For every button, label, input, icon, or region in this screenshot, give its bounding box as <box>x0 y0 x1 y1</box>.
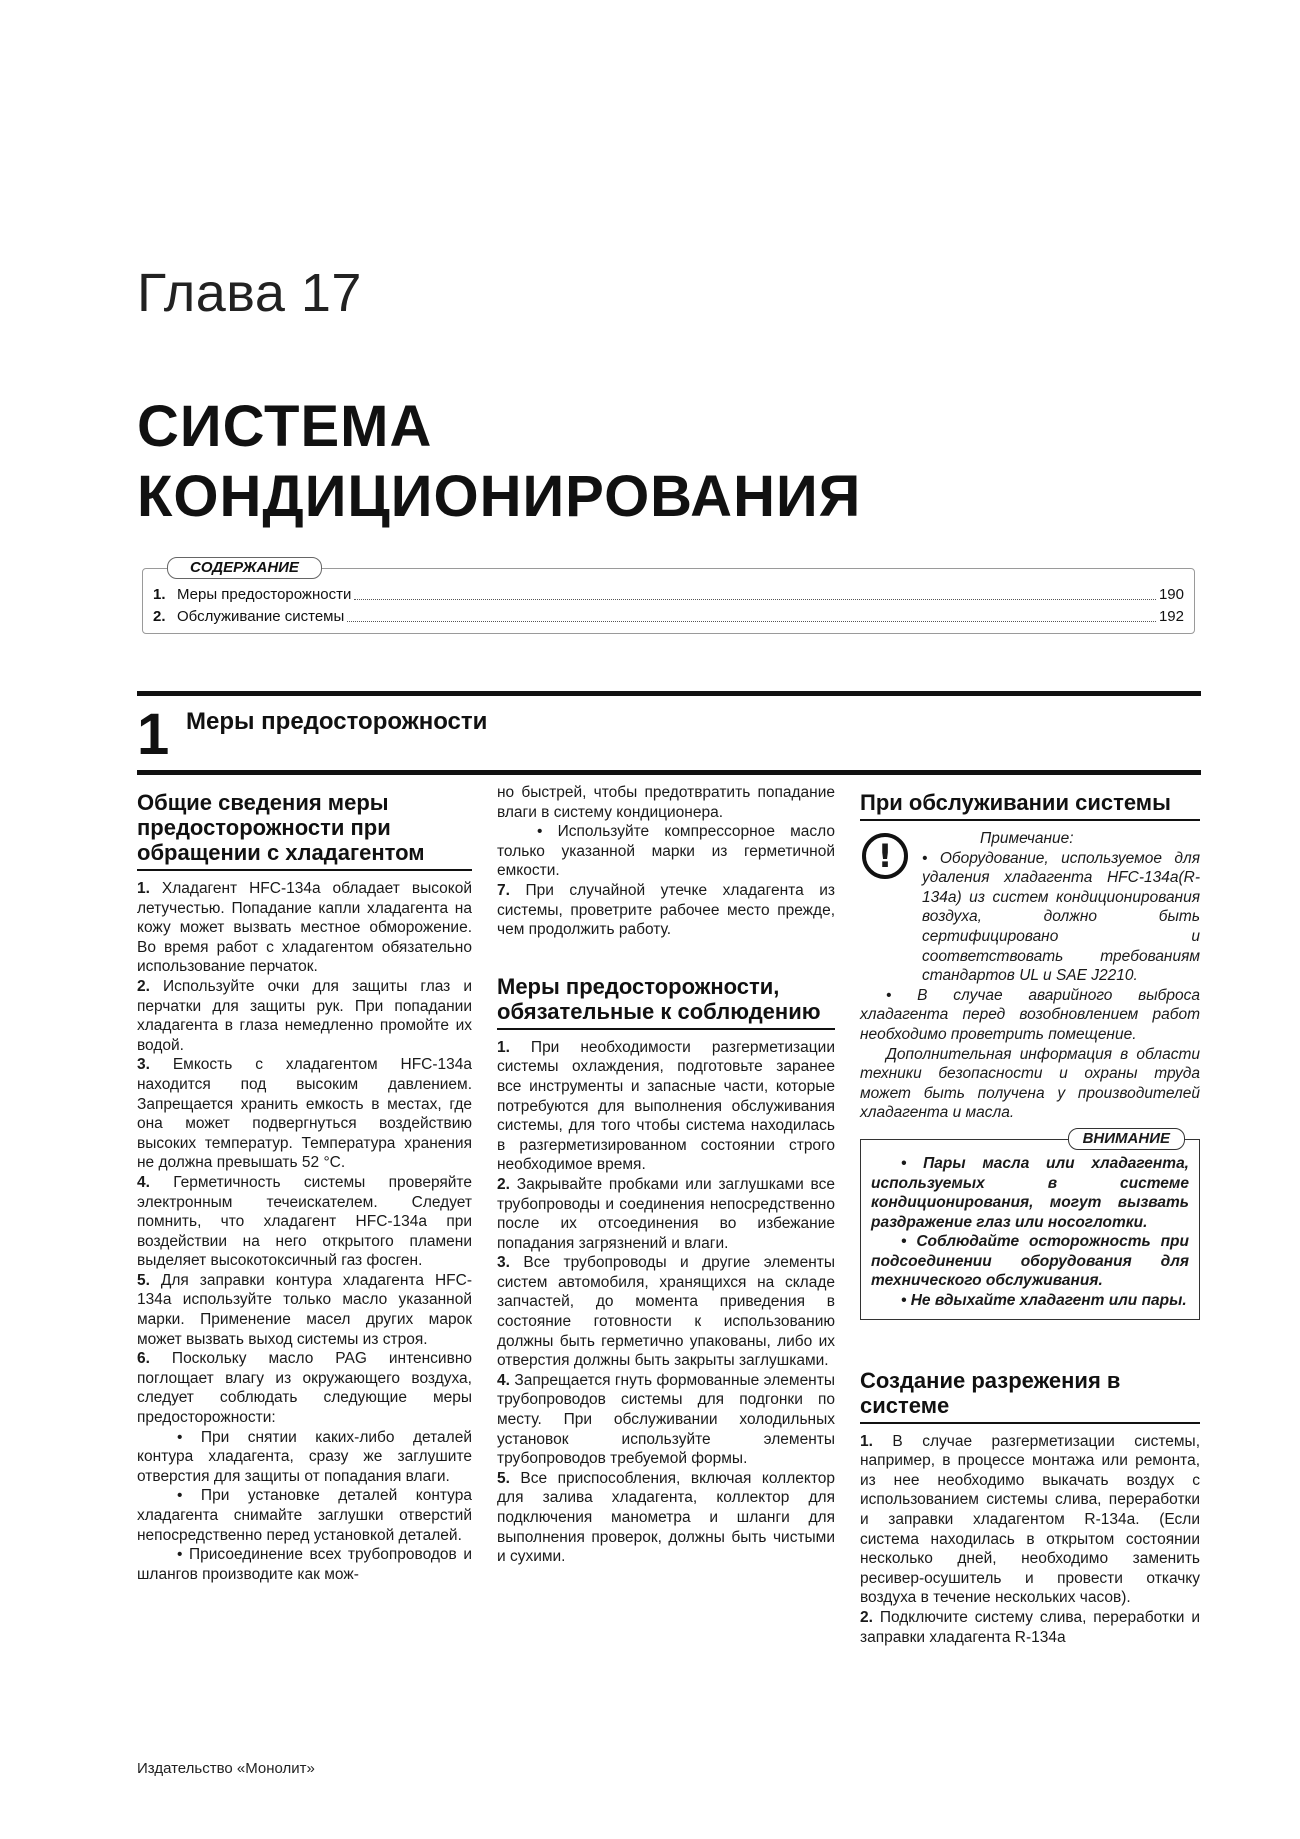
attention-item: • Пары масла или хладагента, используемых в системе кондиционирования, могут вызвать раздражение глаз или носоглотки. <box>871 1154 1189 1231</box>
paragraph: 3. Все трубопроводы и другие элементы систем автомобиля, хранящихся на складе запчастей, до момента приведения в состояние готовности к использованию должны быть герметично упакованы, либо их отверстия должны быть закрыты заглушками. <box>497 1254 835 1370</box>
paragraph: 2. Используйте очки для защиты глаз и перчатки для защиты рук. При попадании хладагента в глаза немедленно промойте их водой. <box>137 977 472 1054</box>
toc-leader <box>347 607 1156 622</box>
paragraph: 1. В случае разгерметизации системы, например, в процессе монтажа или ремонта, из нее необходимо выкачать воздух с использованием системы слива, переработки и заправки хладагентом R-134a. (Если система находилась в открытом состоянии несколько дней, необходимо заменить ресивер-осушитель и провести откачку воздуха в течение нескольких часов). <box>860 1432 1201 1607</box>
section-rule-bottom <box>137 770 1201 775</box>
table-of-contents <box>142 559 1195 634</box>
heading-rule <box>860 1422 1200 1424</box>
toc-item-page: 192 <box>1158 608 1184 625</box>
note-paragraph: Дополнительная информация в области техники безопасности и охраны труда может быть получена у производителей хладагента и масла. <box>860 1045 1200 1122</box>
bullet-item: • Присоединение всех трубопроводов и шлангов производите как мож- <box>137 1546 472 1583</box>
col1-heading: Общие сведения меры предосторожности при обращении с хладагентом <box>137 790 425 865</box>
attention-box <box>860 1129 1200 1320</box>
section-number: 1 <box>137 702 170 767</box>
bullet-item: • При установке деталей контура хладагента снимайте заглушки отверстий непосредственно перед установкой деталей. <box>137 1487 472 1544</box>
paragraph: 5. Для заправки контура хладагента HFC-134a используйте только масло указанной марки. Применение масел других марок может вызвать выход системы из строя. <box>137 1271 472 1348</box>
paragraph: 1. Хладагент HFC-134a обладает высокой летучестью. Попадание капли хладагента на кожу может вызвать местное обморожение. Во время работ с хладагентом обязательно использование перчаток. <box>137 880 472 976</box>
heading-rule <box>860 819 1200 821</box>
toc-item-label: Обслуживание системы <box>177 608 345 625</box>
note-paragraph: • Оборудование, используемое для удаления хладагента HFC-134a(R-134a) из систем кондиционирования воздуха, должно быть сертифицировано и соответствовать требованиям стандартов UL и SAE J2210. <box>922 849 1200 985</box>
bullet-item: • При снятии каких-либо деталей контура хладагента, сразу же заглушите отверстия для защиты от попадания влаги. <box>137 1428 472 1485</box>
paragraph: 3. Емкость с хладагентом HFC-134a находится под высоким давлением. Запрещается хранить емкость в местах, где она может подвергнуться воздействию высоких температур. Температура хранения не должна превышать 52 °С. <box>137 1056 472 1172</box>
paragraph: но быстрей, чтобы предотвратить попадание влаги в систему кондиционера. <box>497 784 835 821</box>
toc-leader <box>354 585 1156 600</box>
column-3 <box>860 790 1200 1647</box>
exclamation-icon: ! <box>862 833 908 879</box>
note-block <box>860 829 1200 1123</box>
paragraph: 1. При необходимости разгерметизации системы охлаждения, подготовьте заранее все инструменты и запасные части, которые потребуются для выполнения обслуживания системы, для того чтобы система находилась в разгерметизированном состоянии строго необходимое время. <box>497 1038 835 1174</box>
section-rule-top <box>137 691 1201 696</box>
heading-rule <box>497 1028 835 1030</box>
heading-rule <box>137 869 472 871</box>
page-title <box>137 392 861 532</box>
col3-heading: При обслуживании системы <box>860 790 1171 815</box>
paragraph: 5. Все приспособления, включая коллектор для залива хладагента, коллектор для подключения манометра и шланги для выполнения проверок, должны быть чистыми и сухими. <box>497 1469 835 1566</box>
paragraph: 6. Поскольку масло PAG интенсивно поглощает влагу из окружающего воздуха, следует соблюдать следующие меры предосторожности: <box>137 1350 472 1427</box>
title-line-2: КОНДИЦИОНИРОВАНИЯ <box>137 464 862 529</box>
note-title: Примечание: <box>980 830 1074 847</box>
paragraph: 4. Запрещается гнуть формованные элементы трубопроводов системы для подгонки по месту. При обслуживании холодильных установок используйте элементы трубопроводов требуемой формы. <box>497 1371 835 1468</box>
note-paragraph: • В случае аварийного выброса хладагента перед возобновлением работ необходимо проветрить помещение. <box>860 986 1200 1043</box>
column-1 <box>137 790 472 1584</box>
attention-title: ВНИМАНИЕ <box>1068 1128 1185 1150</box>
publisher-footer: Издательство «Монолит» <box>137 1760 315 1777</box>
chapter-number: Глава 17 <box>137 263 362 323</box>
paragraph: 2. Закрывайте пробками или заглушками все трубопроводы и соединения непосредственно после их отсоединения во избежание попадания загрязнений и влаги. <box>497 1175 835 1252</box>
toc-item-number: 1. <box>153 586 166 603</box>
attention-item: • Не вдыхайте хладагент или пары. <box>901 1292 1187 1310</box>
column-2 <box>497 783 835 1567</box>
paragraph: 7. При случайной утечке хладагента из системы, проветрите рабочее место прежде, чем продолжить работу. <box>497 881 836 939</box>
toc-item-page: 190 <box>1158 586 1184 603</box>
col2-heading: Меры предосторожности, обязательные к соблюдению <box>497 973 821 1024</box>
title-line-1: СИСТЕМА <box>137 394 433 459</box>
toc-item[interactable] <box>153 585 1184 605</box>
attention-item: • Соблюдайте осторожность при подсоединении оборудования для технического обслуживания. <box>871 1233 1189 1290</box>
paragraph: 2. Подключите систему слива, переработки и заправки хладагента R-134a <box>860 1609 1201 1646</box>
bullet-item: • Используйте компрессорное масло только указанной марки из герметичной емкости. <box>497 823 835 880</box>
paragraph: 4. Герметичность системы проверяйте электронным течеискателем. Следует помнить, что хладагент HFC-134a при воздействии на него открытого пламени выделяет высокотоксичный газ фосген. <box>137 1173 472 1270</box>
section-title: Меры предосторожности <box>186 708 488 735</box>
col3-heading-2: Создание разрежения в системе <box>860 1367 1121 1418</box>
toc-item-label: Меры предосторожности <box>177 586 352 603</box>
toc-title: СОДЕРЖАНИЕ <box>167 557 322 579</box>
toc-item-number: 2. <box>153 608 166 625</box>
toc-item[interactable] <box>153 607 1184 627</box>
